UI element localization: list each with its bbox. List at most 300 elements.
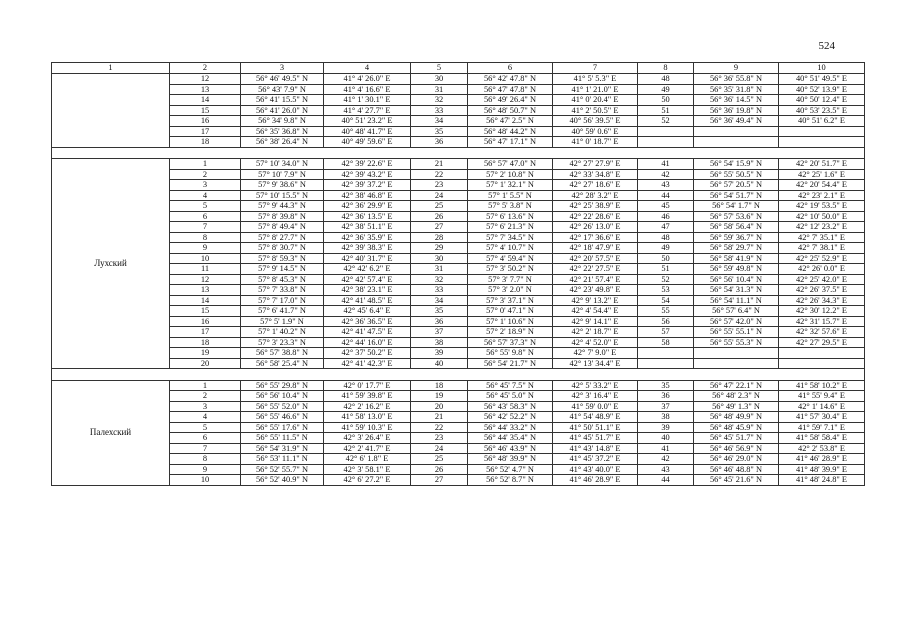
- longitude: 42° 38' 23.1" E: [324, 285, 411, 296]
- longitude: 42° 20' 57.5" E: [553, 253, 638, 264]
- section-separator: [52, 147, 865, 159]
- point-number: 17: [170, 327, 241, 338]
- empty-cell: [324, 147, 411, 159]
- longitude: 41° 59' 39.8" E: [324, 391, 411, 402]
- latitude: 56° 48' 39.9" N: [468, 454, 553, 465]
- table-row: [52, 464, 865, 475]
- empty-cell: [779, 147, 865, 159]
- latitude: 56° 57' 20.5" N: [694, 180, 779, 191]
- latitude: 56° 47' 22.1" N: [694, 380, 779, 391]
- latitude: 57° 8' 39.8" N: [241, 211, 324, 222]
- longitude: 41° 58' 58.4" E: [779, 433, 865, 444]
- longitude: 41° 48' 24.8" E: [779, 475, 865, 486]
- table-row: [52, 316, 865, 327]
- point-number: 15: [170, 105, 241, 116]
- longitude: 41° 55' 9.4" E: [779, 391, 865, 402]
- point-number: 41: [638, 159, 694, 170]
- district-name: [52, 74, 170, 148]
- latitude: 56° 42' 47.8" N: [468, 74, 553, 85]
- longitude: [779, 126, 865, 137]
- latitude: 56° 36' 19.8" N: [694, 105, 779, 116]
- longitude: 42° 3' 58.1" E: [324, 464, 411, 475]
- longitude: 42° 36' 13.5" E: [324, 211, 411, 222]
- point-number: 29: [411, 243, 468, 254]
- table-row: [52, 253, 865, 264]
- table-row: [52, 401, 865, 412]
- longitude: 42° 17' 36.6" E: [553, 232, 638, 243]
- column-header: 3: [241, 63, 324, 74]
- point-number: 9: [170, 464, 241, 475]
- latitude: 56° 48' 50.7" N: [468, 105, 553, 116]
- longitude: 42° 26' 0.0" E: [779, 264, 865, 275]
- latitude: 56° 47' 47.8" N: [468, 84, 553, 95]
- longitude: 41° 45' 37.2" E: [553, 454, 638, 465]
- point-number: 16: [170, 116, 241, 127]
- table-row: [52, 285, 865, 296]
- longitude: 42° 6' 1.8" E: [324, 454, 411, 465]
- table-row: [52, 201, 865, 212]
- latitude: 56° 54' 31.9" N: [241, 443, 324, 454]
- table-row: [52, 358, 865, 369]
- latitude: 56° 57' 53.6" N: [694, 211, 779, 222]
- table-row: [52, 126, 865, 137]
- latitude: 57° 7' 17.0" N: [241, 295, 324, 306]
- latitude: 57° 3' 23.3" N: [241, 337, 324, 348]
- longitude: 42° 39' 37.2" E: [324, 180, 411, 191]
- longitude: 42° 23' 2.1" E: [779, 190, 865, 201]
- longitude: 42° 27' 18.6" E: [553, 180, 638, 191]
- latitude: 56° 55' 29.8" N: [241, 380, 324, 391]
- point-number: 22: [411, 422, 468, 433]
- longitude: 42° 41' 42.3" E: [324, 358, 411, 369]
- longitude: 40° 49' 59.6" E: [324, 137, 411, 148]
- latitude: 56° 57' 38.8" N: [241, 348, 324, 359]
- latitude: 56° 55' 52.0" N: [241, 401, 324, 412]
- page-number: 524: [818, 40, 835, 52]
- longitude: 42° 26' 34.3" E: [779, 295, 865, 306]
- latitude: 57° 6' 41.7" N: [241, 306, 324, 317]
- latitude: 56° 41' 26.0" N: [241, 105, 324, 116]
- latitude: 56° 47' 17.1" N: [468, 137, 553, 148]
- longitude: 40° 50' 12.4" E: [779, 95, 865, 106]
- latitude: 56° 49' 26.4" N: [468, 95, 553, 106]
- latitude: 56° 52' 4.7" N: [468, 464, 553, 475]
- longitude: 41° 1' 30.1" E: [324, 95, 411, 106]
- longitude: 40° 59' 0.6" E: [553, 126, 638, 137]
- longitude: 42° 26' 37.5" E: [779, 285, 865, 296]
- longitude: [779, 358, 865, 369]
- point-number: 43: [638, 180, 694, 191]
- latitude: [694, 137, 779, 148]
- table-row: [52, 327, 865, 338]
- latitude: 56° 57' 6.4" N: [694, 306, 779, 317]
- longitude: 42° 25' 1.6" E: [779, 169, 865, 180]
- latitude: 56° 43' 7.9" N: [241, 84, 324, 95]
- point-number: 28: [411, 232, 468, 243]
- table-row: [52, 84, 865, 95]
- point-number: 38: [638, 412, 694, 423]
- latitude: 56° 56' 10.4" N: [241, 391, 324, 402]
- point-number: 32: [411, 274, 468, 285]
- point-number: [638, 137, 694, 148]
- latitude: [694, 358, 779, 369]
- empty-cell: [52, 369, 170, 381]
- point-number: 2: [170, 169, 241, 180]
- longitude: 42° 28' 3.2" E: [553, 190, 638, 201]
- latitude: 56° 57' 47.0" N: [468, 159, 553, 170]
- point-number: 16: [170, 316, 241, 327]
- point-number: 46: [638, 211, 694, 222]
- latitude: 57° 5' 3.8" N: [468, 201, 553, 212]
- point-number: 56: [638, 316, 694, 327]
- coordinates-table: [51, 62, 865, 486]
- latitude: 56° 52' 40.9" N: [241, 475, 324, 486]
- point-number: 50: [638, 253, 694, 264]
- latitude: 56° 54' 21.7" N: [468, 358, 553, 369]
- empty-cell: [324, 369, 411, 381]
- latitude: 57° 8' 49.4" N: [241, 222, 324, 233]
- longitude: 40° 53' 23.5" E: [779, 105, 865, 116]
- point-number: 43: [638, 464, 694, 475]
- point-number: 58: [638, 337, 694, 348]
- point-number: 48: [638, 74, 694, 85]
- longitude: 42° 18' 47.9" E: [553, 243, 638, 254]
- point-number: [638, 358, 694, 369]
- longitude: 40° 51' 23.2" E: [324, 116, 411, 127]
- empty-cell: [638, 147, 694, 159]
- column-header: 2: [170, 63, 241, 74]
- latitude: 56° 54' 31.3" N: [694, 285, 779, 296]
- longitude: 41° 43' 40.0" E: [553, 464, 638, 475]
- latitude: 56° 58' 25.4" N: [241, 358, 324, 369]
- longitude: 42° 2' 16.2" E: [324, 401, 411, 412]
- table-row: [52, 95, 865, 106]
- longitude: 42° 0' 17.7" E: [324, 380, 411, 391]
- longitude: 40° 56' 39.5" E: [553, 116, 638, 127]
- latitude: 56° 58' 56.4" N: [694, 222, 779, 233]
- latitude: 56° 52' 8.7" N: [468, 475, 553, 486]
- longitude: 42° 19' 53.5" E: [779, 201, 865, 212]
- point-number: 1: [170, 380, 241, 391]
- point-number: 50: [638, 95, 694, 106]
- table-row: [52, 348, 865, 359]
- longitude: 41° 46' 28.9" E: [779, 454, 865, 465]
- longitude: 42° 40' 31.7" E: [324, 253, 411, 264]
- point-number: 5: [170, 201, 241, 212]
- longitude: 42° 1' 14.6" E: [779, 401, 865, 412]
- longitude: 42° 7' 35.1" E: [779, 232, 865, 243]
- table-row: [52, 295, 865, 306]
- point-number: 15: [170, 306, 241, 317]
- longitude: 42° 37' 50.2" E: [324, 348, 411, 359]
- latitude: 57° 1' 5.5" N: [468, 190, 553, 201]
- longitude: 41° 48' 39.9" E: [779, 464, 865, 475]
- longitude: [779, 348, 865, 359]
- column-header: 1: [52, 63, 170, 74]
- longitude: 42° 38' 51.1" E: [324, 222, 411, 233]
- point-number: 8: [170, 454, 241, 465]
- longitude: 41° 0' 20.4" E: [553, 95, 638, 106]
- point-number: 25: [411, 201, 468, 212]
- point-number: 27: [411, 222, 468, 233]
- table-row: [52, 169, 865, 180]
- table-row: [52, 105, 865, 116]
- empty-cell: [170, 369, 241, 381]
- latitude: 56° 45' 5.0" N: [468, 391, 553, 402]
- point-number: 13: [170, 84, 241, 95]
- point-number: 52: [638, 274, 694, 285]
- latitude: 57° 9' 38.6" N: [241, 180, 324, 191]
- latitude: 56° 36' 55.8" N: [694, 74, 779, 85]
- longitude: 40° 52' 13.9" E: [779, 84, 865, 95]
- longitude: 41° 0' 18.7" E: [553, 137, 638, 148]
- point-number: 34: [411, 116, 468, 127]
- empty-cell: [170, 147, 241, 159]
- latitude: 57° 10' 15.5" N: [241, 190, 324, 201]
- point-number: 6: [170, 211, 241, 222]
- empty-cell: [241, 369, 324, 381]
- latitude: 56° 59' 36.7" N: [694, 232, 779, 243]
- latitude: 57° 8' 30.7" N: [241, 243, 324, 254]
- point-number: 22: [411, 169, 468, 180]
- longitude: 41° 58' 10.2" E: [779, 380, 865, 391]
- empty-cell: [553, 369, 638, 381]
- latitude: 56° 55' 50.5" N: [694, 169, 779, 180]
- longitude: 42° 22' 28.6" E: [553, 211, 638, 222]
- point-number: 37: [411, 327, 468, 338]
- point-number: 5: [170, 422, 241, 433]
- point-number: 17: [170, 126, 241, 137]
- point-number: 53: [638, 285, 694, 296]
- latitude: 56° 48' 2.3" N: [694, 391, 779, 402]
- longitude: 42° 22' 27.5" E: [553, 264, 638, 275]
- longitude: 42° 2' 41.7" E: [324, 443, 411, 454]
- column-header: 6: [468, 63, 553, 74]
- latitude: 56° 44' 35.4" N: [468, 433, 553, 444]
- longitude: 41° 4' 27.7" E: [324, 105, 411, 116]
- point-number: 35: [411, 126, 468, 137]
- point-number: 26: [411, 464, 468, 475]
- longitude: 42° 42' 6.2" E: [324, 264, 411, 275]
- point-number: 49: [638, 84, 694, 95]
- table-row: [52, 391, 865, 402]
- point-number: 31: [411, 264, 468, 275]
- empty-cell: [779, 369, 865, 381]
- longitude: 42° 20' 54.4" E: [779, 180, 865, 191]
- longitude: 41° 4' 16.6" E: [324, 84, 411, 95]
- point-number: 40: [411, 358, 468, 369]
- longitude: 42° 30' 12.2" E: [779, 306, 865, 317]
- latitude: 56° 38' 26.4" N: [241, 137, 324, 148]
- longitude: 42° 9' 13.2" E: [553, 295, 638, 306]
- latitude: 56° 36' 14.5" N: [694, 95, 779, 106]
- point-number: 42: [638, 169, 694, 180]
- latitude: 57° 6' 13.6" N: [468, 211, 553, 222]
- point-number: 31: [411, 84, 468, 95]
- point-number: 47: [638, 222, 694, 233]
- point-number: 42: [638, 454, 694, 465]
- latitude: 57° 3' 50.2" N: [468, 264, 553, 275]
- point-number: 44: [638, 475, 694, 486]
- point-number: 39: [638, 422, 694, 433]
- longitude: 42° 12' 23.2" E: [779, 222, 865, 233]
- longitude: 41° 1' 21.0" E: [553, 84, 638, 95]
- longitude: 42° 42' 57.4" E: [324, 274, 411, 285]
- latitude: 56° 54' 11.1" N: [694, 295, 779, 306]
- table-row: [52, 232, 865, 243]
- point-number: 19: [411, 391, 468, 402]
- point-number: 45: [638, 201, 694, 212]
- longitude: 42° 20' 51.7" E: [779, 159, 865, 170]
- column-header: 10: [779, 63, 865, 74]
- point-number: 21: [411, 412, 468, 423]
- table-row: [52, 475, 865, 486]
- table-row: [52, 190, 865, 201]
- longitude: 42° 3' 16.4" E: [553, 391, 638, 402]
- point-number: 8: [170, 232, 241, 243]
- table-row: [52, 159, 865, 170]
- latitude: 56° 52' 55.7" N: [241, 464, 324, 475]
- column-header: 4: [324, 63, 411, 74]
- point-number: 18: [170, 137, 241, 148]
- longitude: 41° 50' 51.1" E: [553, 422, 638, 433]
- table-row: [52, 274, 865, 285]
- point-number: 10: [170, 253, 241, 264]
- point-number: 12: [170, 74, 241, 85]
- longitude: 42° 39' 43.2" E: [324, 169, 411, 180]
- longitude: 42° 41' 47.5" E: [324, 327, 411, 338]
- point-number: 35: [411, 306, 468, 317]
- longitude: 42° 13' 34.4" E: [553, 358, 638, 369]
- latitude: 56° 45' 51.7" N: [694, 433, 779, 444]
- longitude: 42° 27' 29.5" E: [779, 337, 865, 348]
- point-number: 13: [170, 285, 241, 296]
- column-header: 9: [694, 63, 779, 74]
- empty-cell: [638, 369, 694, 381]
- point-number: 33: [411, 285, 468, 296]
- latitude: 57° 8' 59.3" N: [241, 253, 324, 264]
- column-header: 8: [638, 63, 694, 74]
- latitude: 57° 1' 32.1" N: [468, 180, 553, 191]
- longitude: 40° 51' 6.2" E: [779, 116, 865, 127]
- longitude: 42° 27' 27.9" E: [553, 159, 638, 170]
- latitude: 57° 7' 33.8" N: [241, 285, 324, 296]
- longitude: 42° 41' 48.5" E: [324, 295, 411, 306]
- latitude: [694, 348, 779, 359]
- latitude: 57° 5' 1.9" N: [241, 316, 324, 327]
- point-number: 36: [411, 137, 468, 148]
- latitude: 57° 4' 10.7" N: [468, 243, 553, 254]
- empty-cell: [52, 147, 170, 159]
- longitude: 42° 9' 14.1" E: [553, 316, 638, 327]
- point-number: 20: [411, 401, 468, 412]
- latitude: 56° 46' 29.0" N: [694, 454, 779, 465]
- latitude: 56° 55' 17.6" N: [241, 422, 324, 433]
- point-number: 24: [411, 443, 468, 454]
- latitude: 56° 42' 52.2" N: [468, 412, 553, 423]
- latitude: 56° 55' 46.6" N: [241, 412, 324, 423]
- longitude: 40° 48' 41.7" E: [324, 126, 411, 137]
- latitude: 56° 54' 15.9" N: [694, 159, 779, 170]
- empty-cell: [241, 147, 324, 159]
- point-number: 24: [411, 190, 468, 201]
- table-row: [52, 74, 865, 85]
- latitude: 56° 45' 21.6" N: [694, 475, 779, 486]
- latitude: 57° 1' 10.6" N: [468, 316, 553, 327]
- longitude: 42° 21' 57.4" E: [553, 274, 638, 285]
- latitude: 56° 46' 48.8" N: [694, 464, 779, 475]
- longitude: 42° 3' 26.4" E: [324, 433, 411, 444]
- latitude: 57° 2' 18.9" N: [468, 327, 553, 338]
- longitude: 42° 7' 38.1" E: [779, 243, 865, 254]
- empty-cell: [468, 369, 553, 381]
- point-number: 4: [170, 412, 241, 423]
- table-row: [52, 454, 865, 465]
- latitude: 56° 48' 44.2" N: [468, 126, 553, 137]
- longitude: 42° 44' 16.0" E: [324, 337, 411, 348]
- latitude: 56° 57' 42.0" N: [694, 316, 779, 327]
- latitude: 56° 57' 37.3" N: [468, 337, 553, 348]
- point-number: 11: [170, 264, 241, 275]
- point-number: 39: [411, 348, 468, 359]
- latitude: 56° 35' 31.8" N: [694, 84, 779, 95]
- empty-cell: [553, 147, 638, 159]
- point-number: 9: [170, 243, 241, 254]
- table-row: [52, 433, 865, 444]
- longitude: 41° 57' 30.4" E: [779, 412, 865, 423]
- point-number: 7: [170, 443, 241, 454]
- point-number: 1: [170, 159, 241, 170]
- column-header: 7: [553, 63, 638, 74]
- longitude: 42° 7' 9.0" E: [553, 348, 638, 359]
- latitude: 57° 6' 21.3" N: [468, 222, 553, 233]
- latitude: 56° 54' 51.7" N: [694, 190, 779, 201]
- table-row: [52, 264, 865, 275]
- latitude: 57° 9' 44.3" N: [241, 201, 324, 212]
- latitude: 57° 2' 10.8" N: [468, 169, 553, 180]
- latitude: 56° 48' 49.9" N: [694, 412, 779, 423]
- latitude: 56° 48' 45.9" N: [694, 422, 779, 433]
- longitude: 42° 25' 38.9" E: [553, 201, 638, 212]
- table-row: [52, 380, 865, 391]
- point-number: 32: [411, 95, 468, 106]
- point-number: 3: [170, 401, 241, 412]
- longitude: 41° 59' 7.1" E: [779, 422, 865, 433]
- table-row: [52, 211, 865, 222]
- point-number: 33: [411, 105, 468, 116]
- latitude: 57° 1' 40.2" N: [241, 327, 324, 338]
- point-number: 55: [638, 306, 694, 317]
- latitude: 56° 59' 49.8" N: [694, 264, 779, 275]
- empty-cell: [468, 147, 553, 159]
- point-number: 23: [411, 180, 468, 191]
- table-body: [52, 63, 865, 486]
- latitude: 56° 35' 36.8" N: [241, 126, 324, 137]
- table-row: [52, 422, 865, 433]
- latitude: 56° 44' 33.2" N: [468, 422, 553, 433]
- latitude: 57° 7' 34.5" N: [468, 232, 553, 243]
- point-number: 34: [411, 295, 468, 306]
- point-number: 23: [411, 433, 468, 444]
- latitude: 56° 43' 58.3" N: [468, 401, 553, 412]
- longitude: 42° 2' 18.7" E: [553, 327, 638, 338]
- longitude: 42° 39' 22.6" E: [324, 159, 411, 170]
- point-number: 14: [170, 295, 241, 306]
- longitude: 42° 39' 38.3" E: [324, 243, 411, 254]
- table-row: [52, 443, 865, 454]
- longitude: 41° 59' 0.0" E: [553, 401, 638, 412]
- latitude: 56° 47' 2.5" N: [468, 116, 553, 127]
